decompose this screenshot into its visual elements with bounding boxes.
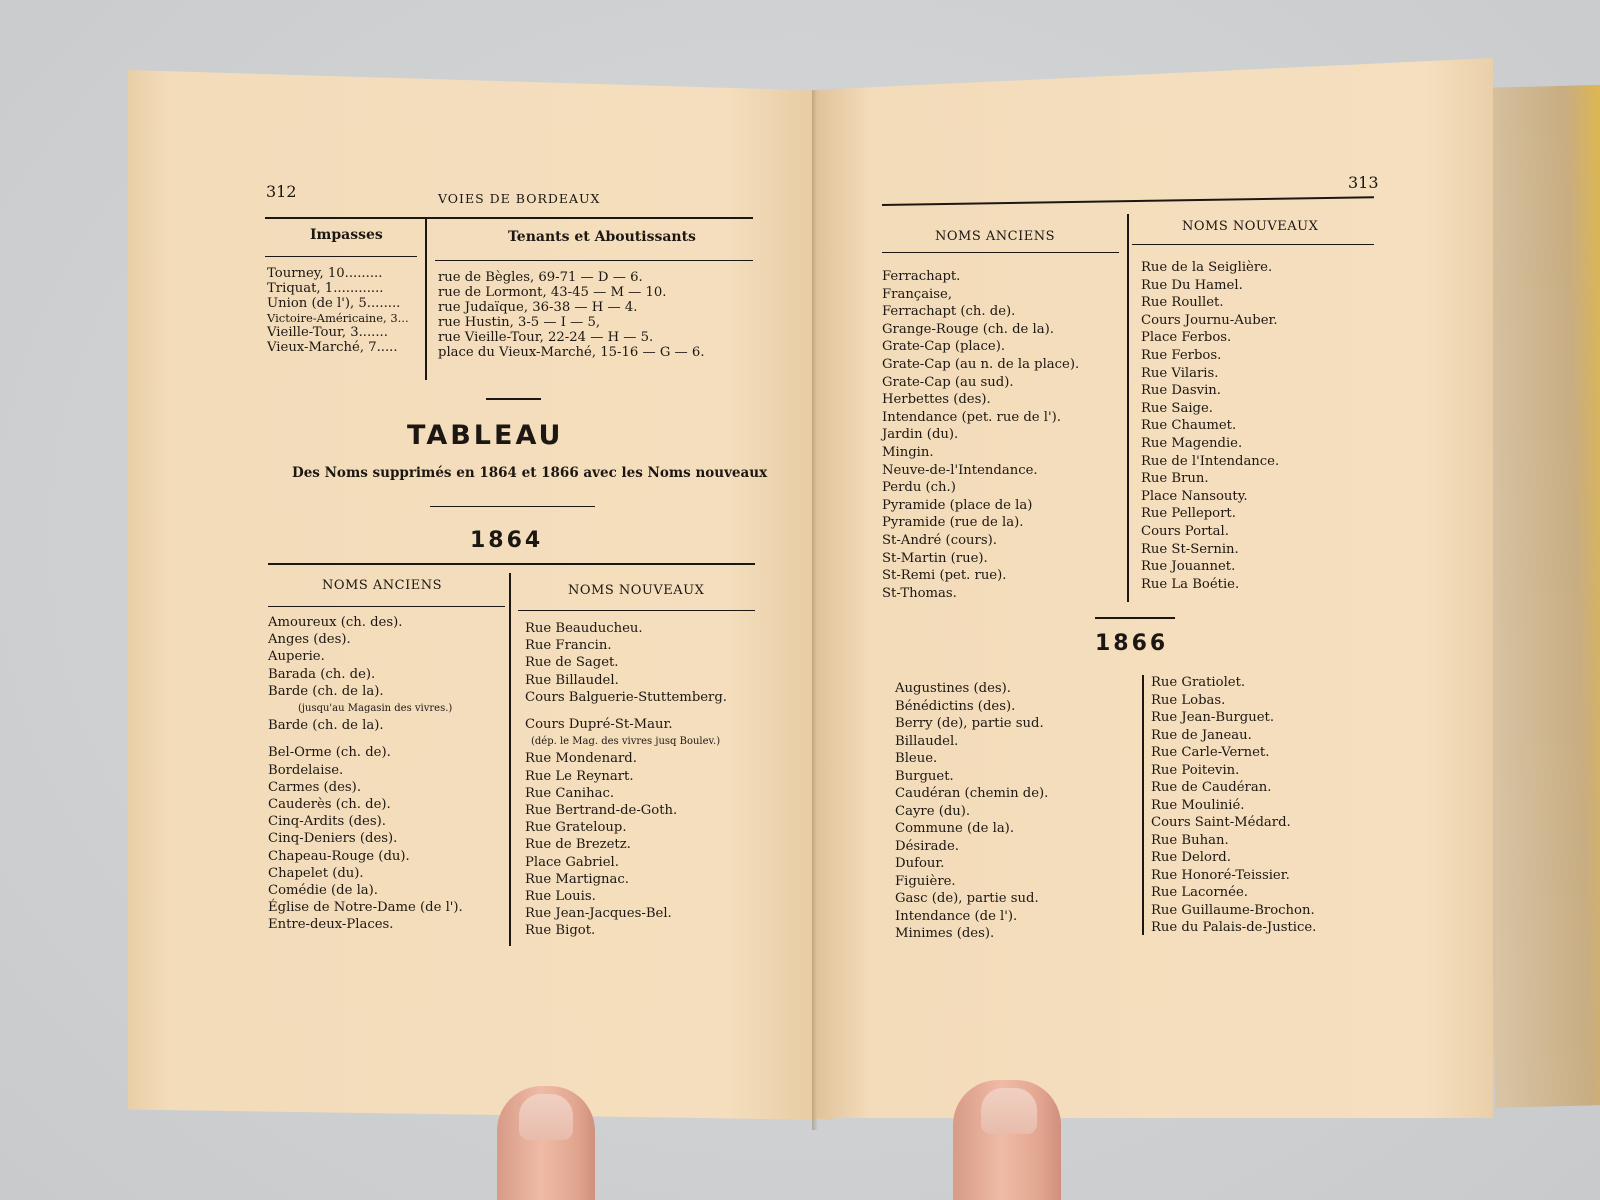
rule-top [265, 217, 753, 219]
new-names-right [1141, 259, 1279, 593]
impasse-name: Union (de l'), 5........ [267, 296, 401, 311]
old-name: Grate-Cap (au n. de la place). [882, 356, 1080, 372]
rule-1864-sub-right [518, 610, 755, 611]
old-name: Anges (des). [268, 632, 351, 648]
new-name: Rue Canihac. [525, 785, 615, 801]
new-name: Rue Billaudel. [525, 672, 619, 688]
short-rule-1866 [1095, 617, 1175, 619]
old-name: Neuve-de-l'Intendance. [882, 462, 1038, 478]
new-name: Cours Journu-Auber. [1141, 312, 1278, 328]
new-name: Cours Balguerie-Stuttemberg. [525, 689, 727, 705]
new-name: Cours Saint-Médard. [1151, 815, 1291, 830]
divider-right [1127, 214, 1129, 602]
new-name: Rue Magendie. [1141, 435, 1243, 451]
new-name: Rue Martignac. [525, 871, 629, 887]
old-name: Berry (de), partie sud. [895, 716, 1044, 731]
new-name: Rue Roullet. [1141, 295, 1224, 311]
old-name: Ferrachapt (ch. de). [882, 304, 1016, 320]
left-page [128, 70, 833, 1120]
old-names-right [882, 268, 1079, 602]
old-name: Cauderès (ch. de). [268, 797, 391, 813]
left-thumbnail [519, 1094, 573, 1140]
old-name: Amoureux (ch. des). [268, 615, 403, 630]
impasse-detail: rue Hustin, 3-5 — I — 5, [438, 315, 601, 330]
old-name: St-André (cours). [882, 532, 997, 548]
old-names-1866 [895, 680, 1048, 943]
tableau-subtitle: Des Noms supprimés en 1864 et 1866 avec les Noms nouveaux [292, 465, 768, 481]
new-name: Place Nansouty. [1141, 488, 1248, 504]
new-name: Rue Le Reynart. [525, 768, 634, 784]
right-thumbnail [981, 1088, 1037, 1134]
new-name: Rue Chaumet. [1141, 418, 1237, 434]
old-name: Bénédictins (des). [895, 698, 1016, 714]
new-name: Rue Carle-Vernet. [1151, 745, 1270, 760]
old-name: Ferrachapt. [882, 269, 961, 284]
old-name: Grange-Rouge (ch. de la). [882, 321, 1054, 337]
old-name: Désirade. [895, 838, 959, 854]
old-name: Barde (ch. de la). [268, 683, 384, 699]
page-number-left: 312 [266, 182, 297, 201]
old-name: Billaudel. [895, 733, 959, 749]
rule-1864-sub-left [268, 606, 505, 607]
old-name: Cinq-Ardits (des). [268, 814, 386, 830]
new-names-1866 [1151, 674, 1316, 937]
old-name: Caudéran (chemin de). [895, 786, 1049, 801]
new-name: Rue Jean-Jacques-Bel. [525, 906, 672, 922]
right-thumb [953, 1080, 1061, 1200]
old-name: Commune (de la). [895, 821, 1015, 836]
divider-1866 [1142, 675, 1144, 935]
old-name: St-Remi (pet. rue). [882, 568, 1007, 584]
new-name: Rue de Brezetz. [525, 837, 631, 853]
old-name: St-Martin (rue). [882, 550, 988, 566]
col-old-right: NOMS ANCIENS [935, 229, 1055, 244]
old-name: Herbettes (des). [882, 392, 991, 408]
new-name: Place Ferbos. [1141, 330, 1232, 346]
new-name: Rue Buhan. [1151, 832, 1229, 848]
impasse-detail: rue Vieille-Tour, 22-24 — H — 5. [438, 330, 654, 345]
impasse-detail: rue Judaïque, 36-38 — H — 4. [438, 300, 638, 315]
new-names-1864 [525, 620, 727, 940]
new-name: Cours Portal. [1141, 523, 1229, 539]
new-name: Rue Saige. [1141, 400, 1213, 416]
new-name: Rue Du Hamel. [1141, 277, 1243, 293]
old-name: Auperie. [268, 649, 325, 665]
old-name: Grate-Cap (place). [882, 339, 1006, 355]
new-name: Rue de Janeau. [1151, 727, 1252, 743]
page-number-right: 313 [1348, 173, 1379, 192]
new-name: Rue de l'Intendance. [1141, 453, 1280, 469]
new-name: Rue Gratiolet. [1151, 675, 1246, 690]
new-name-note: (dép. le Mag. des vivres jusq Boulev.) [531, 736, 721, 748]
old-name: Dufour. [895, 856, 945, 871]
new-name: Place Gabriel. [525, 854, 619, 870]
old-name: Cayre (du). [895, 803, 971, 819]
old-names-1864 [268, 614, 463, 934]
col-new-1864: NOMS NOUVEAUX [568, 583, 705, 598]
old-name: Chapelet (du). [268, 865, 364, 881]
new-name: Rue Mondenard. [525, 751, 637, 767]
old-name: Gasc (de), partie sud. [895, 891, 1039, 906]
old-name: Comédie (de la). [268, 883, 378, 899]
old-name: Pyramide (place de la) [882, 497, 1033, 513]
new-name: Rue Louis. [525, 889, 596, 905]
new-name: Rue de Caudéran. [1151, 780, 1272, 795]
new-name: Rue Jean-Burguet. [1151, 710, 1275, 725]
old-name: St-Thomas. [882, 585, 957, 601]
new-name: Rue Bertrand-de-Goth. [525, 803, 678, 819]
new-name: Rue Francin. [525, 638, 612, 654]
year-1864: 1864 [470, 528, 544, 553]
new-name: Rue Brun. [1141, 471, 1209, 487]
new-name: Rue Pelleport. [1141, 506, 1236, 522]
old-name-note: (jusqu'au Magasin des vivres.) [298, 703, 453, 715]
old-name: Chapeau-Rouge (du). [268, 848, 410, 864]
old-name: Mingin. [882, 444, 934, 460]
rule-1864-top [268, 563, 755, 565]
spacer [525, 706, 727, 716]
old-name: Augustines (des). [895, 681, 1011, 696]
new-name: Rue de la Seiglière. [1141, 260, 1273, 275]
short-rule [486, 398, 541, 400]
new-name: Rue St-Sernin. [1141, 541, 1239, 557]
col-new-right: NOMS NOUVEAUX [1182, 219, 1319, 234]
new-name: Rue Honoré-Teissier. [1151, 867, 1290, 883]
old-name: Intendance (pet. rue de l'). [882, 409, 1061, 425]
old-name: Barada (ch. de). [268, 666, 376, 682]
spacer [268, 734, 463, 744]
left-thumb [497, 1086, 595, 1200]
new-name: Rue La Boétie. [1141, 576, 1240, 592]
new-name: Rue Ferbos. [1141, 347, 1222, 363]
new-name: Rue Moulinié. [1151, 797, 1245, 813]
new-name: Rue Grateloup. [525, 820, 627, 836]
tableau-title: TABLEAU [407, 420, 564, 451]
old-name: Bordelaise. [268, 762, 344, 778]
rule-right-sub-left [882, 252, 1119, 253]
new-name: Rue Jouannet. [1141, 559, 1236, 575]
book-gutter [812, 90, 818, 1130]
new-name: Rue de Saget. [525, 655, 619, 671]
impasses-divider [425, 217, 427, 380]
old-name: Minimes (des). [895, 926, 995, 941]
tenants-header: Tenants et Aboutissants [508, 229, 696, 245]
old-name: Cinq-Deniers (des). [268, 831, 398, 847]
impasse-detail: rue de Bègles, 69-71 — D — 6. [438, 270, 643, 285]
old-name: Carmes (des). [268, 779, 362, 795]
year-1866: 1866 [1095, 631, 1169, 656]
old-name: Entre-deux-Places. [268, 917, 394, 933]
old-name: Intendance (de l'). [895, 908, 1018, 924]
impasse-name: Tourney, 10......... [267, 266, 383, 281]
impasse-name: Triquat, 1............ [267, 281, 384, 296]
new-name: Rue Lacornée. [1151, 885, 1248, 900]
rule-sub-right [435, 260, 753, 261]
impasse-name: Vieux-Marché, 7..... [267, 340, 398, 355]
new-name: Rue Guillaume-Brochon. [1151, 902, 1315, 918]
running-head: VOIES DE BORDEAUX [438, 191, 601, 206]
new-name: Rue Poitevin. [1151, 762, 1240, 778]
impasse-detail: place du Vieux-Marché, 15-16 — G — 6. [438, 345, 705, 360]
new-name: Rue Vilaris. [1141, 365, 1219, 381]
new-name: Rue Delord. [1151, 850, 1231, 865]
col-old-1864: NOMS ANCIENS [322, 578, 442, 593]
old-name: Bel-Orme (ch. de). [268, 745, 391, 761]
rule-right-sub-right [1132, 244, 1374, 245]
old-name: Burguet. [895, 768, 954, 784]
divider-1864 [509, 573, 511, 946]
new-name: Rue Dasvin. [1141, 383, 1221, 399]
old-name: Barde (ch. de la). [268, 718, 384, 734]
new-name: Rue Beauducheu. [525, 621, 643, 636]
new-name: Rue Bigot. [525, 923, 596, 939]
impasses-details [438, 270, 705, 360]
impasse-name: Victoire-Américaine, 3... [267, 311, 409, 325]
rule-sub-left [265, 256, 417, 257]
old-name: Perdu (ch.) [882, 480, 956, 496]
impasse-name: Vieille-Tour, 3....... [267, 325, 388, 340]
new-name: Rue du Palais-de-Justice. [1151, 920, 1317, 935]
old-name: Grate-Cap (au sud). [882, 374, 1014, 390]
impasse-detail: rue de Lormont, 43-45 — M — 10. [438, 285, 667, 300]
old-name: Figuière. [895, 873, 956, 889]
new-name: Cours Dupré-St-Maur. [525, 717, 673, 733]
old-name: Église de Notre-Dame (de l'). [268, 900, 463, 916]
old-name: Française, [882, 286, 953, 302]
old-name: Bleue. [895, 751, 938, 766]
rule-under-subtitle [430, 506, 595, 507]
old-name: Pyramide (rue de la). [882, 515, 1024, 531]
old-name: Jardin (du). [882, 427, 959, 443]
impasses-header: Impasses [310, 227, 383, 243]
new-name: Rue Lobas. [1151, 692, 1226, 708]
impasses-names [267, 266, 409, 355]
